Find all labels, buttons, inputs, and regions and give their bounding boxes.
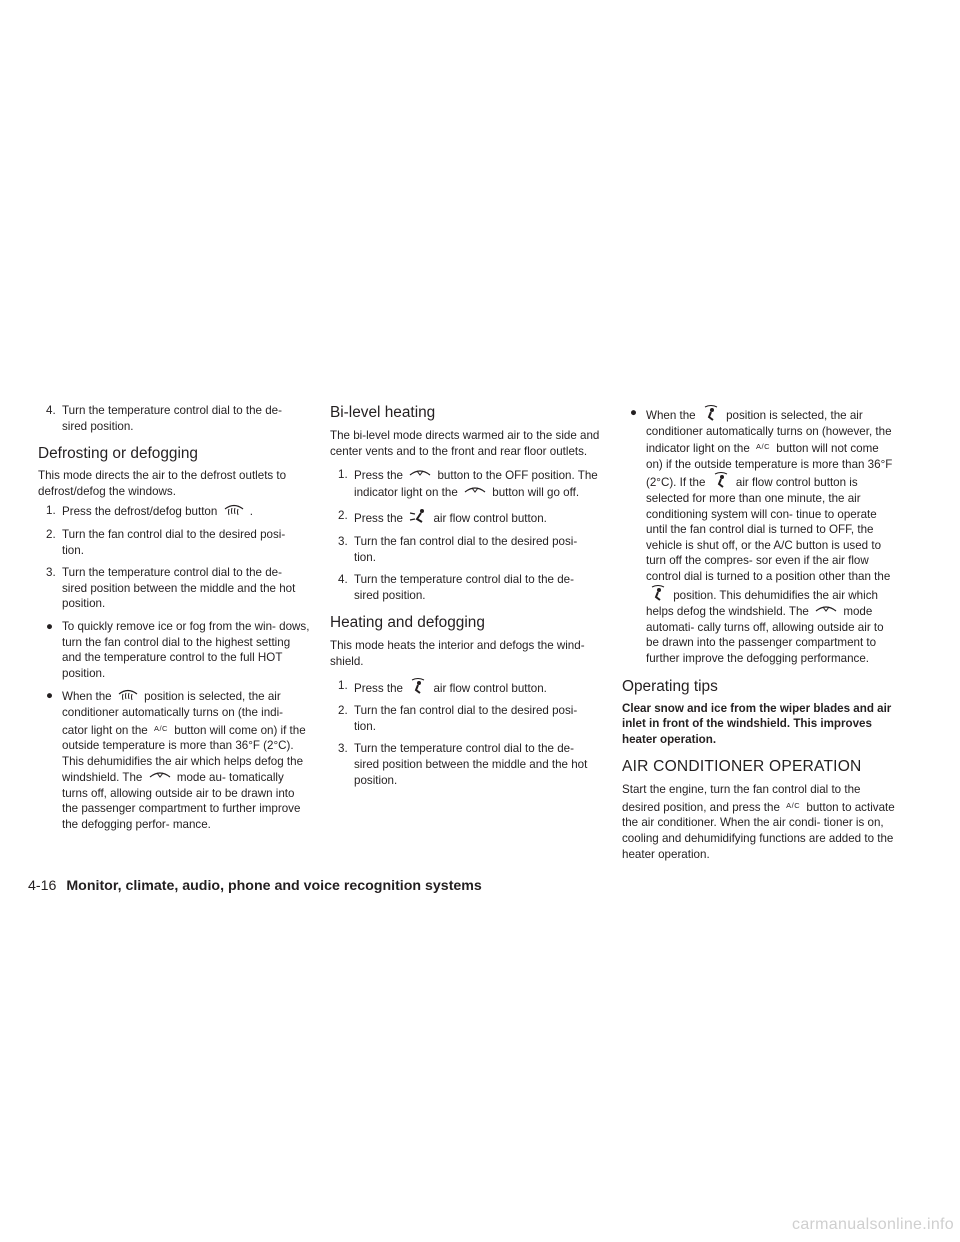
- bullet-dot: ●: [46, 619, 54, 633]
- bullet-item: [38, 688, 310, 832]
- step-text: button to the OFF position. The indicator light on the: [354, 469, 598, 499]
- step-number: 1.: [338, 678, 348, 692]
- step-text: Turn the temperature control dial to the de- sired position.: [354, 573, 574, 602]
- step-item: [38, 503, 310, 520]
- bullet-dot: ●: [630, 406, 638, 419]
- step-number: 1.: [46, 504, 56, 518]
- bullet-text: air flow control button is selected for more than one minute, the air conditioning system will con- tinue to operate until the fan control dial is turned to OFF, the vehicle is shut off, or the A/C button is used to turn off the compres- sor even if the air flow control dial is turned to a position other than the: [646, 476, 891, 583]
- section-intro: This mode directs the air to the defrost outlets to defrost/defog the windows.: [38, 469, 287, 498]
- bullet-text: button will come on) if the outside temperature is more than 36°F (2°C). This dehumidifies the air which helps defog the windshield. The: [62, 723, 306, 785]
- step-text: Press the defrost/defog button: [62, 505, 218, 519]
- bullet-item: [622, 405, 896, 667]
- step-text: Turn the fan control dial to the desired posi- tion.: [354, 534, 578, 564]
- section-heading-operating-tips: Operating tips: [622, 677, 718, 695]
- step-number: 4.: [46, 404, 56, 417]
- column-2: [330, 403, 602, 788]
- step-number: 2.: [338, 704, 348, 718]
- step-text: Press the: [354, 469, 403, 483]
- tips-note: Clear snow and ice from the wiper blades and air inlet in front of the windshield. This improves heater operation.: [622, 701, 892, 746]
- section-heading-ac-operation: AIR CONDITIONER OPERATION: [622, 758, 862, 776]
- bullet-text: When the: [62, 690, 112, 704]
- chapter-title: Monitor, climate, audio, phone and voice recognition systems: [66, 878, 482, 894]
- step-text: button will go off.: [492, 485, 580, 499]
- step-item: [330, 467, 602, 500]
- step-text: Turn the temperature control dial to the de- sired position.: [62, 404, 282, 433]
- step-text: Press the: [354, 512, 403, 526]
- defrost-mode-icon: [814, 603, 838, 617]
- bullet-text: position is selected, the air conditioner automatically turns on (however, the indicator light on the: [646, 409, 892, 456]
- page-footer: [28, 877, 482, 895]
- step-item: [330, 678, 602, 697]
- step-text: Press the: [354, 681, 403, 695]
- section-intro: This mode heats the interior and defogs the wind- shield.: [330, 639, 585, 668]
- defrost-icon: [223, 503, 245, 517]
- bullet-text: position is selected, the air conditioner automatically turns on (the indi- cator light on the: [62, 690, 284, 737]
- bullet-dot: ●: [46, 689, 54, 703]
- ac-icon: A/C: [756, 442, 771, 452]
- heat-defog-airflow-icon: [711, 472, 731, 488]
- step-number: 3.: [46, 566, 56, 580]
- step-item: [330, 508, 602, 527]
- bullet-text: To quickly remove ice or fog from the win- dows, turn the fan control dial to the highest setting and the temperature control to the full HOT position.: [62, 619, 310, 680]
- defrost-mode-icon: [463, 484, 487, 498]
- bullet-text: When the: [646, 409, 696, 422]
- step-number: 1.: [338, 468, 348, 482]
- column-1: [38, 403, 310, 833]
- step-item: [38, 527, 310, 558]
- step-number: 2.: [338, 509, 348, 523]
- step-item: [330, 572, 602, 603]
- step-item: [330, 741, 602, 788]
- watermark: carmanualsonline.info: [792, 1216, 954, 1233]
- bullet-text: button will not come on) if the outside temperature is more than 36°F (2°C). If the: [646, 442, 893, 490]
- section-intro: The bi-level mode directs warmed air to the side and center vents and to the front and rear floor outlets.: [330, 429, 600, 458]
- bullet-text: position. This dehumidifies the air which helps defog the windshield. The: [646, 588, 878, 619]
- step-text: Turn the temperature control dial to the de- sired position between the middle and the hot position.: [62, 566, 296, 611]
- bilevel-airflow-icon: [408, 508, 428, 524]
- defrost-icon: [117, 688, 139, 702]
- step-text: air flow control button.: [433, 512, 547, 526]
- bullet-text: mode au- tomatically turns off, allowing outside air to be drawn into the passenger compartment to further improve the defogging perfor- mance.: [62, 771, 301, 832]
- defrost-mode-icon: [408, 467, 432, 481]
- heat-defog-airflow-icon: [408, 678, 428, 694]
- ac-paragraph: [622, 782, 896, 862]
- ac-icon: A/C: [153, 723, 168, 733]
- step-item: [330, 534, 602, 565]
- ac-icon: A/C: [786, 800, 801, 810]
- column-3: [622, 405, 896, 862]
- step-item: [38, 565, 310, 612]
- step-number: 2.: [46, 527, 56, 541]
- section-heading-heating-defogging: Heating and defogging: [330, 614, 485, 632]
- step-text: Turn the fan control dial to the desired posi- tion.: [354, 704, 578, 733]
- step-text: Turn the fan control dial to the desired posi- tion.: [62, 527, 286, 557]
- step-text: air flow control button.: [433, 681, 547, 695]
- step-number: 3.: [338, 534, 348, 548]
- step-number: 3.: [338, 742, 348, 756]
- step-number: 4.: [338, 573, 348, 587]
- ac-text: Start the engine, turn the fan control dial to the desired position, and press the: [622, 783, 861, 814]
- bullet-item: [38, 619, 310, 681]
- section-heading-defrosting: Defrosting or defogging: [38, 445, 198, 463]
- defrost-mode-icon: [148, 769, 172, 783]
- heat-defog-airflow-icon: [648, 585, 668, 601]
- ac-text: button to activate the air conditioner. When the air condi- tioner is on, cooling and dehumidifying functions are added to the heater operation.: [622, 800, 895, 861]
- step-text-end: .: [249, 505, 254, 519]
- step-item: [330, 703, 602, 734]
- section-heading-bilevel: Bi-level heating: [330, 404, 436, 421]
- page-number: 4-16: [28, 878, 57, 894]
- step-item: [38, 403, 310, 434]
- bullet-text: mode automati- cally turns off, allowing outside air to be drawn into the passenger compartment to further improve the defogging performance.: [646, 605, 884, 665]
- step-text: Turn the temperature control dial to the de- sired position between the middle and the hot position.: [354, 742, 588, 787]
- heat-defog-airflow-icon: [701, 405, 721, 421]
